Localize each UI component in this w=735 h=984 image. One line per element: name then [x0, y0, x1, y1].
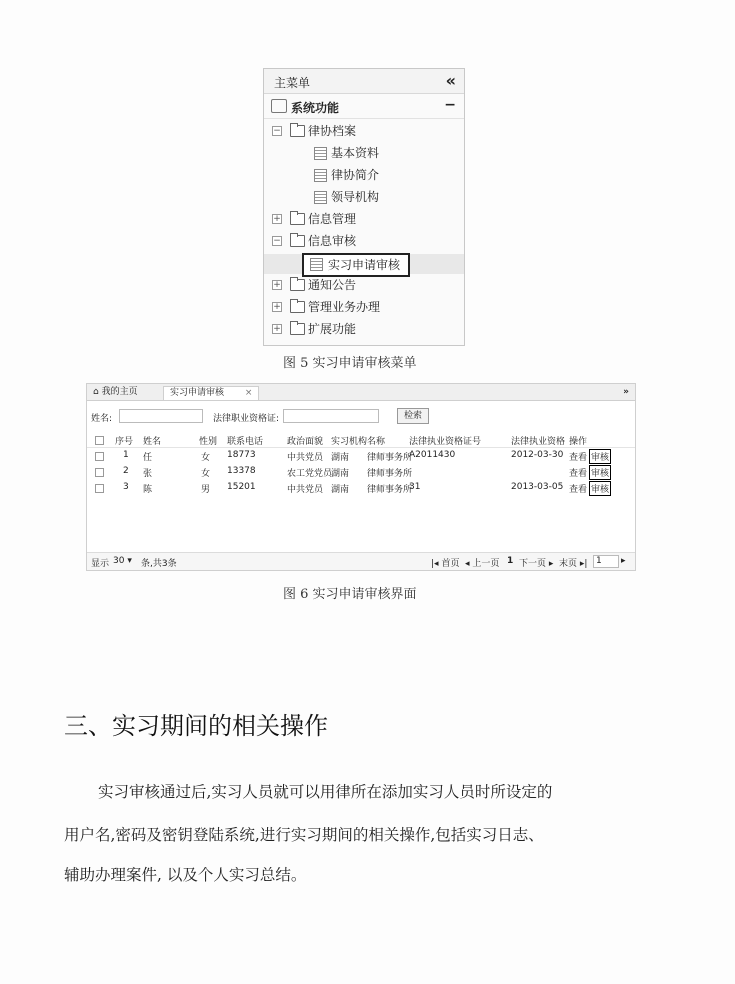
col-cert-no: 法律执业资格证号 [409, 437, 482, 447]
folder-icon [290, 235, 305, 247]
cell-org-suffix: 律师事务所 [367, 469, 413, 479]
search-button[interactable]: 检索 [397, 408, 429, 424]
search-row [87, 408, 635, 426]
tab-menu-chevron-icon[interactable]: » [623, 387, 629, 397]
cell-gender: 男 [201, 485, 211, 495]
cell-phone: 15201 [227, 482, 256, 492]
document-icon [314, 169, 327, 182]
cell-no: 3 [123, 482, 129, 492]
view-link[interactable]: 查看 [569, 485, 588, 495]
menu-item-basic-info[interactable] [264, 143, 464, 163]
prev-page-icon: ◂ [465, 559, 470, 569]
next-page-button[interactable]: 下一页 ▸ [519, 559, 554, 569]
page-size-label: 显示 [91, 559, 110, 569]
menu-item-label: 律协档案 [308, 124, 357, 138]
menu-item-label: 扩展功能 [308, 322, 357, 336]
paragraph-line-3: 辅助办理案件, 以及个人实习总结。 [64, 866, 307, 884]
name-label: 姓名: [91, 414, 113, 424]
cell-name: 张 [143, 469, 153, 479]
cell-org-suffix: 律师事务所 [367, 453, 413, 463]
menu-item-label: 基本资料 [331, 146, 380, 160]
menu-item-lawyer-archive[interactable] [264, 121, 464, 141]
cell-political: 中共党员 [287, 453, 324, 463]
expand-toggle[interactable]: − [273, 126, 281, 136]
section-system-functions[interactable] [264, 94, 464, 119]
view-link[interactable]: 查看 [569, 469, 588, 479]
figure-5-caption: 图 5 实习申请审核菜单 [283, 356, 417, 371]
cell-phone: 18773 [227, 450, 256, 460]
audit-link[interactable]: 审核 [589, 465, 611, 480]
cert-label: 法律职业资格证: [213, 414, 280, 424]
last-page-button[interactable]: 末页 ▸| [559, 559, 588, 569]
folder-icon [290, 279, 305, 291]
goto-page-arrow-icon[interactable]: ▸ [621, 556, 626, 566]
document-icon [314, 191, 327, 204]
cell-phone: 13378 [227, 466, 256, 476]
menu-item-label: 管理业务办理 [308, 300, 381, 314]
menu-header [264, 69, 464, 94]
current-page: 1 [507, 556, 514, 566]
menu-item-label: 信息审核 [308, 234, 357, 248]
table-row[interactable] [87, 482, 635, 496]
cert-input[interactable] [283, 409, 379, 423]
internship-review-screen [86, 383, 636, 571]
tab-bar [87, 384, 635, 401]
select-all-checkbox[interactable] [95, 436, 104, 445]
menu-item-association-intro[interactable] [264, 165, 464, 185]
menu-item-label: 领导机构 [331, 190, 380, 204]
table-header [87, 434, 635, 448]
page-size-select[interactable]: 30 ▾ [113, 556, 132, 566]
cell-cert-no: 31 [409, 482, 421, 492]
cell-org: 湖南 [331, 453, 350, 463]
cell-org: 湖南 [331, 485, 350, 495]
cell-org: 湖南 [331, 469, 350, 479]
cell-political: 中共党员 [287, 485, 324, 495]
document-icon [314, 147, 327, 160]
expand-toggle[interactable]: + [273, 324, 281, 334]
audit-link[interactable]: 审核 [589, 449, 611, 464]
folder-icon [290, 125, 305, 137]
total-count: 条,共3条 [141, 559, 177, 569]
section-label: 系统功能 [291, 101, 340, 115]
menu-item-label: 信息管理 [308, 212, 357, 226]
col-political: 政治面貌 [287, 437, 324, 447]
figure-6-caption: 图 6 实习申请审核界面 [283, 587, 417, 602]
menu-item-extensions[interactable] [264, 319, 464, 339]
menu-item-internship-review[interactable] [302, 253, 410, 277]
chevron-down-icon: ▾ [127, 556, 132, 566]
col-no: 序号 [115, 437, 134, 447]
home-icon: ⌂ [93, 387, 99, 397]
system-icon [271, 99, 287, 113]
paragraph-line-1: 实习审核通过后,实习人员就可以用律所在添加实习人员时所设定的 [98, 783, 553, 801]
section-heading: 三、实习期间的相关操作 [64, 712, 328, 740]
cell-gender: 女 [201, 453, 211, 463]
folder-icon [290, 323, 305, 335]
first-page-button[interactable]: |◂ 首页 [431, 559, 460, 569]
document-icon [310, 258, 323, 271]
last-page-icon: ▸| [579, 559, 588, 569]
col-gender: 性别 [199, 437, 218, 447]
prev-page-button[interactable]: ◂ 上一页 [465, 559, 500, 569]
expand-toggle[interactable]: − [273, 236, 281, 246]
menu-item-notices[interactable] [264, 275, 464, 295]
col-actions: 操作 [569, 437, 588, 447]
menu-item-business-handling[interactable] [264, 297, 464, 317]
row-checkbox[interactable] [95, 484, 104, 493]
menu-item-label: 通知公告 [308, 278, 357, 292]
goto-page-input[interactable]: 1 [593, 555, 619, 568]
menu-item-info-management[interactable] [264, 209, 464, 229]
close-icon[interactable]: × [244, 388, 253, 398]
table-row[interactable] [87, 466, 635, 480]
section-collapse-toggle[interactable]: − [444, 97, 456, 113]
pagination-bar [87, 552, 635, 570]
cell-cert-no: A2011430 [409, 450, 456, 460]
col-cert-date: 法律执业资格 [511, 437, 566, 447]
cell-no: 2 [123, 466, 129, 476]
main-menu-panel [263, 68, 465, 346]
expand-toggle[interactable]: + [273, 302, 281, 312]
cell-gender: 女 [201, 469, 211, 479]
cell-no: 1 [123, 450, 129, 460]
collapse-icon[interactable]: « [445, 71, 456, 90]
menu-item-label: 实习申请审核 [328, 258, 401, 272]
expand-toggle[interactable]: + [273, 214, 281, 224]
audit-link[interactable]: 审核 [589, 481, 611, 496]
cell-org-suffix: 律师事务所 [367, 485, 413, 495]
row-checkbox[interactable] [95, 452, 104, 461]
tab-home[interactable]: ⌂ 我的主页 [93, 387, 138, 397]
first-page-icon: |◂ [431, 559, 439, 569]
tab-internship-review[interactable]: 实习申请审核 × [163, 386, 259, 400]
name-input[interactable] [119, 409, 203, 423]
menu-item-leadership[interactable] [264, 187, 464, 207]
row-checkbox[interactable] [95, 468, 104, 477]
folder-icon [290, 301, 305, 313]
cell-political: 农工党党员 [287, 469, 333, 479]
col-phone: 联系电话 [227, 437, 264, 447]
col-org: 实习机构名称 [331, 437, 386, 447]
col-name: 姓名 [143, 437, 162, 447]
cell-name: 陈 [143, 485, 153, 495]
menu-title: 主菜单 [274, 76, 311, 90]
menu-item-info-review[interactable] [264, 231, 464, 251]
folder-icon [290, 213, 305, 225]
table-row[interactable] [87, 450, 635, 464]
cell-cert-date: 2013-03-05 [511, 482, 564, 492]
menu-item-label: 律协简介 [331, 168, 380, 182]
next-page-icon: ▸ [548, 559, 554, 569]
paragraph-line-2: 用户名,密码及密钥登陆系统,进行实习期间的相关操作,包括实习日志、 [64, 826, 544, 844]
cell-cert-date: 2012-03-30 [511, 450, 564, 460]
expand-toggle[interactable]: + [273, 280, 281, 290]
cell-name: 任 [143, 453, 153, 463]
view-link[interactable]: 查看 [569, 453, 588, 463]
